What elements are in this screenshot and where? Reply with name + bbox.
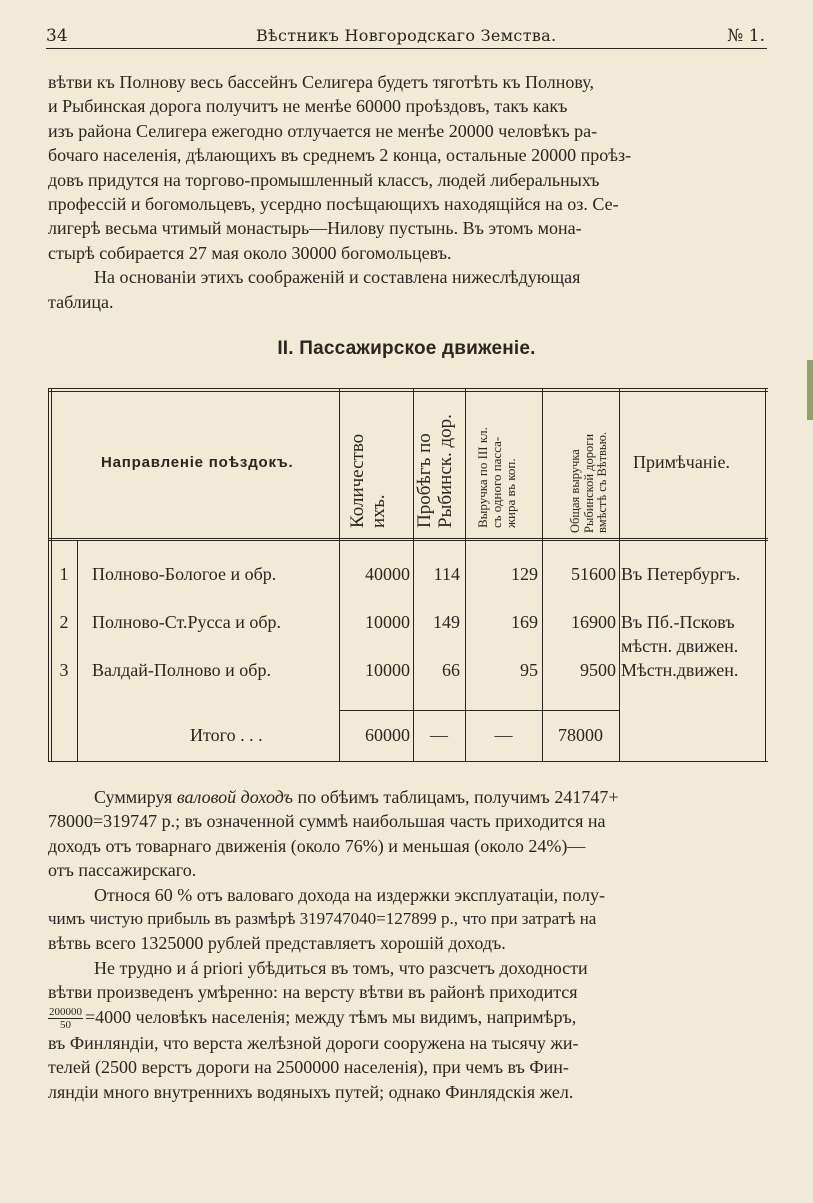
header-note: Примѣчаніе. (633, 452, 730, 472)
header-distance: Пробѣгъ по Рыбинск. дор. (414, 414, 456, 528)
text-line: отъ пассажирскаго. (48, 860, 197, 881)
header-bottom-rule (48, 538, 768, 539)
text-line: изъ района Селигера ежегодно отлучается не менѣе 20000 человѣкъ ра- (48, 120, 598, 141)
text-line: вѣтвь всего 1325000 рублей представляетъ хорошій доходъ. (48, 933, 506, 954)
text-line: вѣтви къ Полнову весь бассейнъ Селигера будетъ тяготѣть къ Полнову, (48, 72, 594, 92)
text-line: 78000=319747 р.; въ означенной суммѣ наибольшая часть приходится на (48, 811, 606, 832)
text-line: довъ придутся на торгово-промышленный классъ, людей либеральныхъ (48, 169, 600, 190)
row-distance: 149 (433, 612, 460, 632)
row-number: 2 (59, 612, 69, 632)
row-distance: 66 (442, 660, 460, 680)
row-number: 1 (59, 564, 69, 584)
text-line: лигерѣ весьма чтимый монастырь—Нилову пустынь. Въ этомъ мона- (48, 218, 582, 239)
text-line: ляндіи много внутреннихъ водяныхъ путей; однако Финлядскія жел. (48, 1081, 574, 1102)
issue-number: № 1. (727, 26, 765, 46)
header-count: Количество ихъ. (347, 433, 389, 528)
total-revenue: 78000 (558, 725, 603, 745)
num-column-rule (77, 540, 78, 762)
header-bottom-rule-inner (48, 540, 768, 541)
table-right-border (765, 388, 766, 762)
header-direction: Направленіе поѣздокъ. (101, 454, 294, 471)
page-edge-mark (807, 360, 813, 420)
text-line: Относя 60 % отъ валоваго дохода на издержки эксплуатаціи, полу- (94, 884, 606, 905)
row-revenue-per: 169 (511, 612, 538, 632)
row-revenue-per: 129 (511, 564, 538, 584)
total-separator-rule (339, 710, 619, 711)
sum-lead: Суммируя (94, 787, 173, 807)
header-revenue-per-passenger: Выручка по III кл. съ одного пасса- жира въ коп. (475, 427, 519, 528)
total-label: Итого . . . (190, 725, 263, 745)
text-line: чимъ чистую прибыль въ размѣрѣ 319747040=127899 р., что при затратѣ на (48, 909, 597, 929)
table-title: II. Пассажирское движеніе. (277, 338, 536, 359)
text-line: и Рыбинская дорога получитъ не менѣе 60000 проѣздовъ, такъ какъ (48, 96, 568, 117)
text-line: вѣтви произведенъ умѣренно: на версту вѣтви въ районѣ приходится (48, 982, 578, 1003)
sum-italic-term: валовой доходъ (176, 787, 293, 807)
row-total: 51600 (571, 564, 616, 584)
row-note: Въ Петербургъ. (621, 564, 741, 584)
header-rule (46, 48, 767, 49)
row-direction: Полново-Ст.Русса и обр. (92, 612, 282, 632)
text-line: доходъ отъ товарнаго движенія (около 76%) и меньшая (около 24%)— (48, 835, 586, 856)
row-total: 9500 (580, 660, 616, 680)
row-number: 3 (59, 660, 69, 680)
sum-rest: по обѣимъ таблицамъ, получимъ 241747+ (297, 787, 619, 807)
row-total: 16900 (571, 612, 616, 632)
header-total-revenue: Общая выручка Рыбинской дороги вмѣстѣ съ Вѣтвью. (568, 431, 609, 533)
fraction-numerator: 200000 (49, 1006, 82, 1019)
passenger-table (48, 388, 768, 762)
text-line (48, 1005, 766, 1031)
fraction-denominator: 50 (60, 1019, 71, 1032)
row-count: 40000 (365, 564, 410, 584)
column-rule (619, 388, 620, 762)
text-line: На основаніи этихъ соображеній и составлена нижеслѣдующая (94, 267, 581, 288)
table-top-rule (48, 388, 768, 389)
lower-paragraphs (48, 785, 766, 1104)
row-direction: Валдай-Полново и обр. (92, 660, 271, 680)
page-number: 34 (46, 26, 68, 46)
total-distance: — (430, 725, 448, 745)
text-line: профессій и богомольцевъ, усердно посѣщающихъ находящійся на оз. Се- (48, 194, 619, 215)
text-line: Не трудно и á priori убѣдиться въ томъ, что разсчетъ доходности (94, 957, 588, 978)
text-line: таблица. (48, 291, 114, 312)
text-line (48, 785, 766, 809)
journal-title: Вѣстникъ Новгородскаго Земства. (256, 26, 557, 45)
intro-paragraph (48, 70, 766, 314)
row-revenue-per: 95 (520, 660, 538, 680)
row-direction: Полново-Бологое и обр. (92, 564, 277, 584)
running-header (46, 20, 765, 50)
row-count: 10000 (365, 660, 410, 680)
row-note-continued: мѣстн. движен. (621, 636, 739, 656)
text-line: бочаго населенія, дѣлающихъ въ среднемъ 2 конца, остальные 20000 проѣз- (48, 145, 632, 166)
row-count: 10000 (365, 612, 410, 632)
table-top-rule-inner (48, 391, 768, 392)
total-revenue-per: — (494, 725, 513, 745)
table-left-border (48, 388, 49, 762)
population-fraction (48, 1006, 83, 1031)
table-bottom-rule (48, 761, 768, 762)
row-note: Въ Пб.-Псковъ (621, 612, 735, 632)
text-line: стырѣ собирается 27 мая около 30000 богомольцевъ. (48, 242, 452, 263)
line-rest: =4000 человѣкъ населенія; между тѣмъ мы видимъ, напримѣръ, (85, 1006, 577, 1027)
total-count: 60000 (365, 725, 410, 745)
row-note: Мѣстн.движен. (621, 660, 739, 680)
text-line: въ Финляндіи, что верста желѣзной дороги сооружена на тысячу жи- (48, 1033, 579, 1054)
row-distance: 114 (433, 564, 460, 584)
text-line: телей (2500 верстъ дороги на 2500000 населенія), при чемъ въ Фин- (48, 1057, 569, 1078)
